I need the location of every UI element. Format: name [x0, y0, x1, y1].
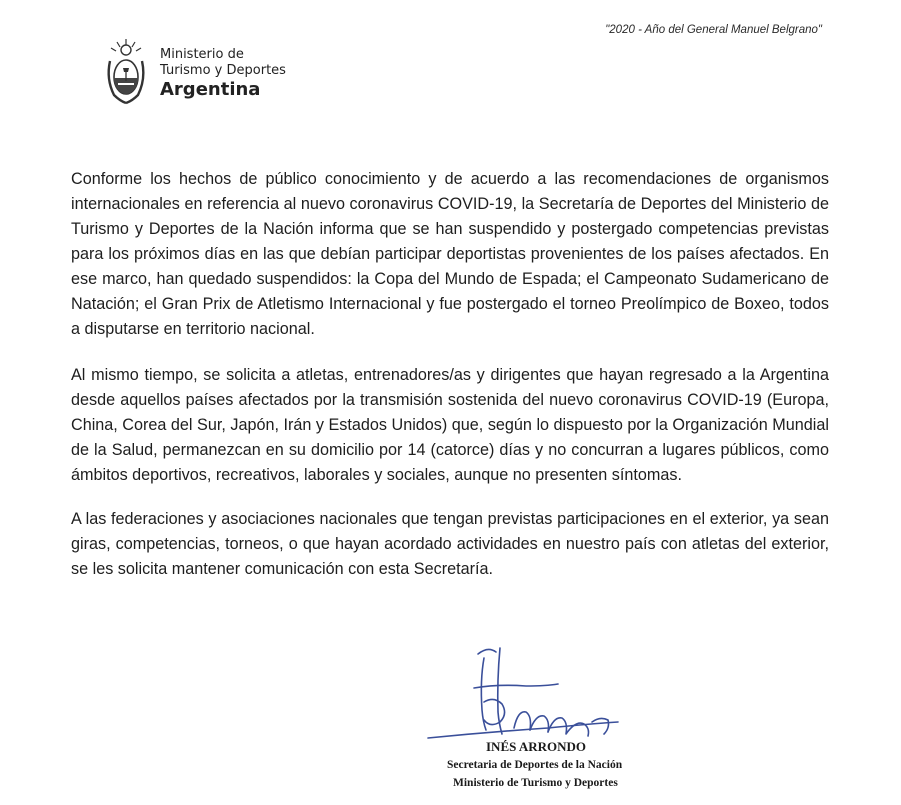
org-name-line-1: Ministerio de: [160, 47, 244, 62]
org-name-line-2: Turismo y Deportes: [160, 63, 286, 78]
paragraph-1: Conforme los hechos de público conocimiento y de acuerdo a las recomendaciones de organismos internacionales en referencia al nuevo coronavirus COVID-19, la Secretaría de Deportes del Ministerio de Turismo y Deportes de la Nación informa que se han suspendido y postergado competencias previstas para los próximos días en las que debían participar deportistas provenientes de los países afectados. En ese marco, han quedado suspendidos: la Copa del Mundo de Espada; el Campeonato Sudamericano de Natación; el Gran Prix de Atletismo Internacional y fue postergado el torneo Preolímpico de Boxeo, todos a disputarse en territorio nacional.: [71, 170, 829, 338]
paragraph-2: Al mismo tiempo, se solicita a atletas, entrenadores/as y dirigentes que hayan regresado a la Argentina desde aquellos países afectados por la transmisión sostenida del nuevo coronavirus COVID-19 (Europa, China, Corea del Sur, Japón, Irán y Estados Unidos) que, según lo dispuesto por la Organización Mundial de la Salud, permanezcan en su domicilio por 14 (catorce) días y no concurran a lugares públicos, como ámbitos deportivos, recreativos, laborales y sociales, aunque no presenten síntomas.: [71, 366, 829, 484]
argentina-coat-of-arms-icon: [104, 37, 148, 107]
paragraph-3: A las federaciones y asociaciones nacionales que tengan previstas participaciones en el exterior, ya sean giras, competencias, torneos, o que hayan acordado actividades en nuestro país con atletas del exterior, se les solicita mantener comunicación con esta Secretaría.: [71, 510, 829, 578]
motto-line: "2020 - Año del General Manuel Belgrano": [605, 24, 822, 36]
signer-title: Secretaria de Deportes de la Nación: [447, 759, 623, 771]
letter-body: [71, 167, 829, 601]
handwritten-signature: [418, 640, 628, 750]
org-name-country: Argentina: [160, 79, 261, 100]
letterhead: [104, 37, 286, 107]
signer-name: INÉS ARRONDO: [486, 739, 587, 754]
signature-block: [447, 738, 687, 792]
signer-ministry: Ministerio de Turismo y Deportes: [453, 777, 618, 789]
